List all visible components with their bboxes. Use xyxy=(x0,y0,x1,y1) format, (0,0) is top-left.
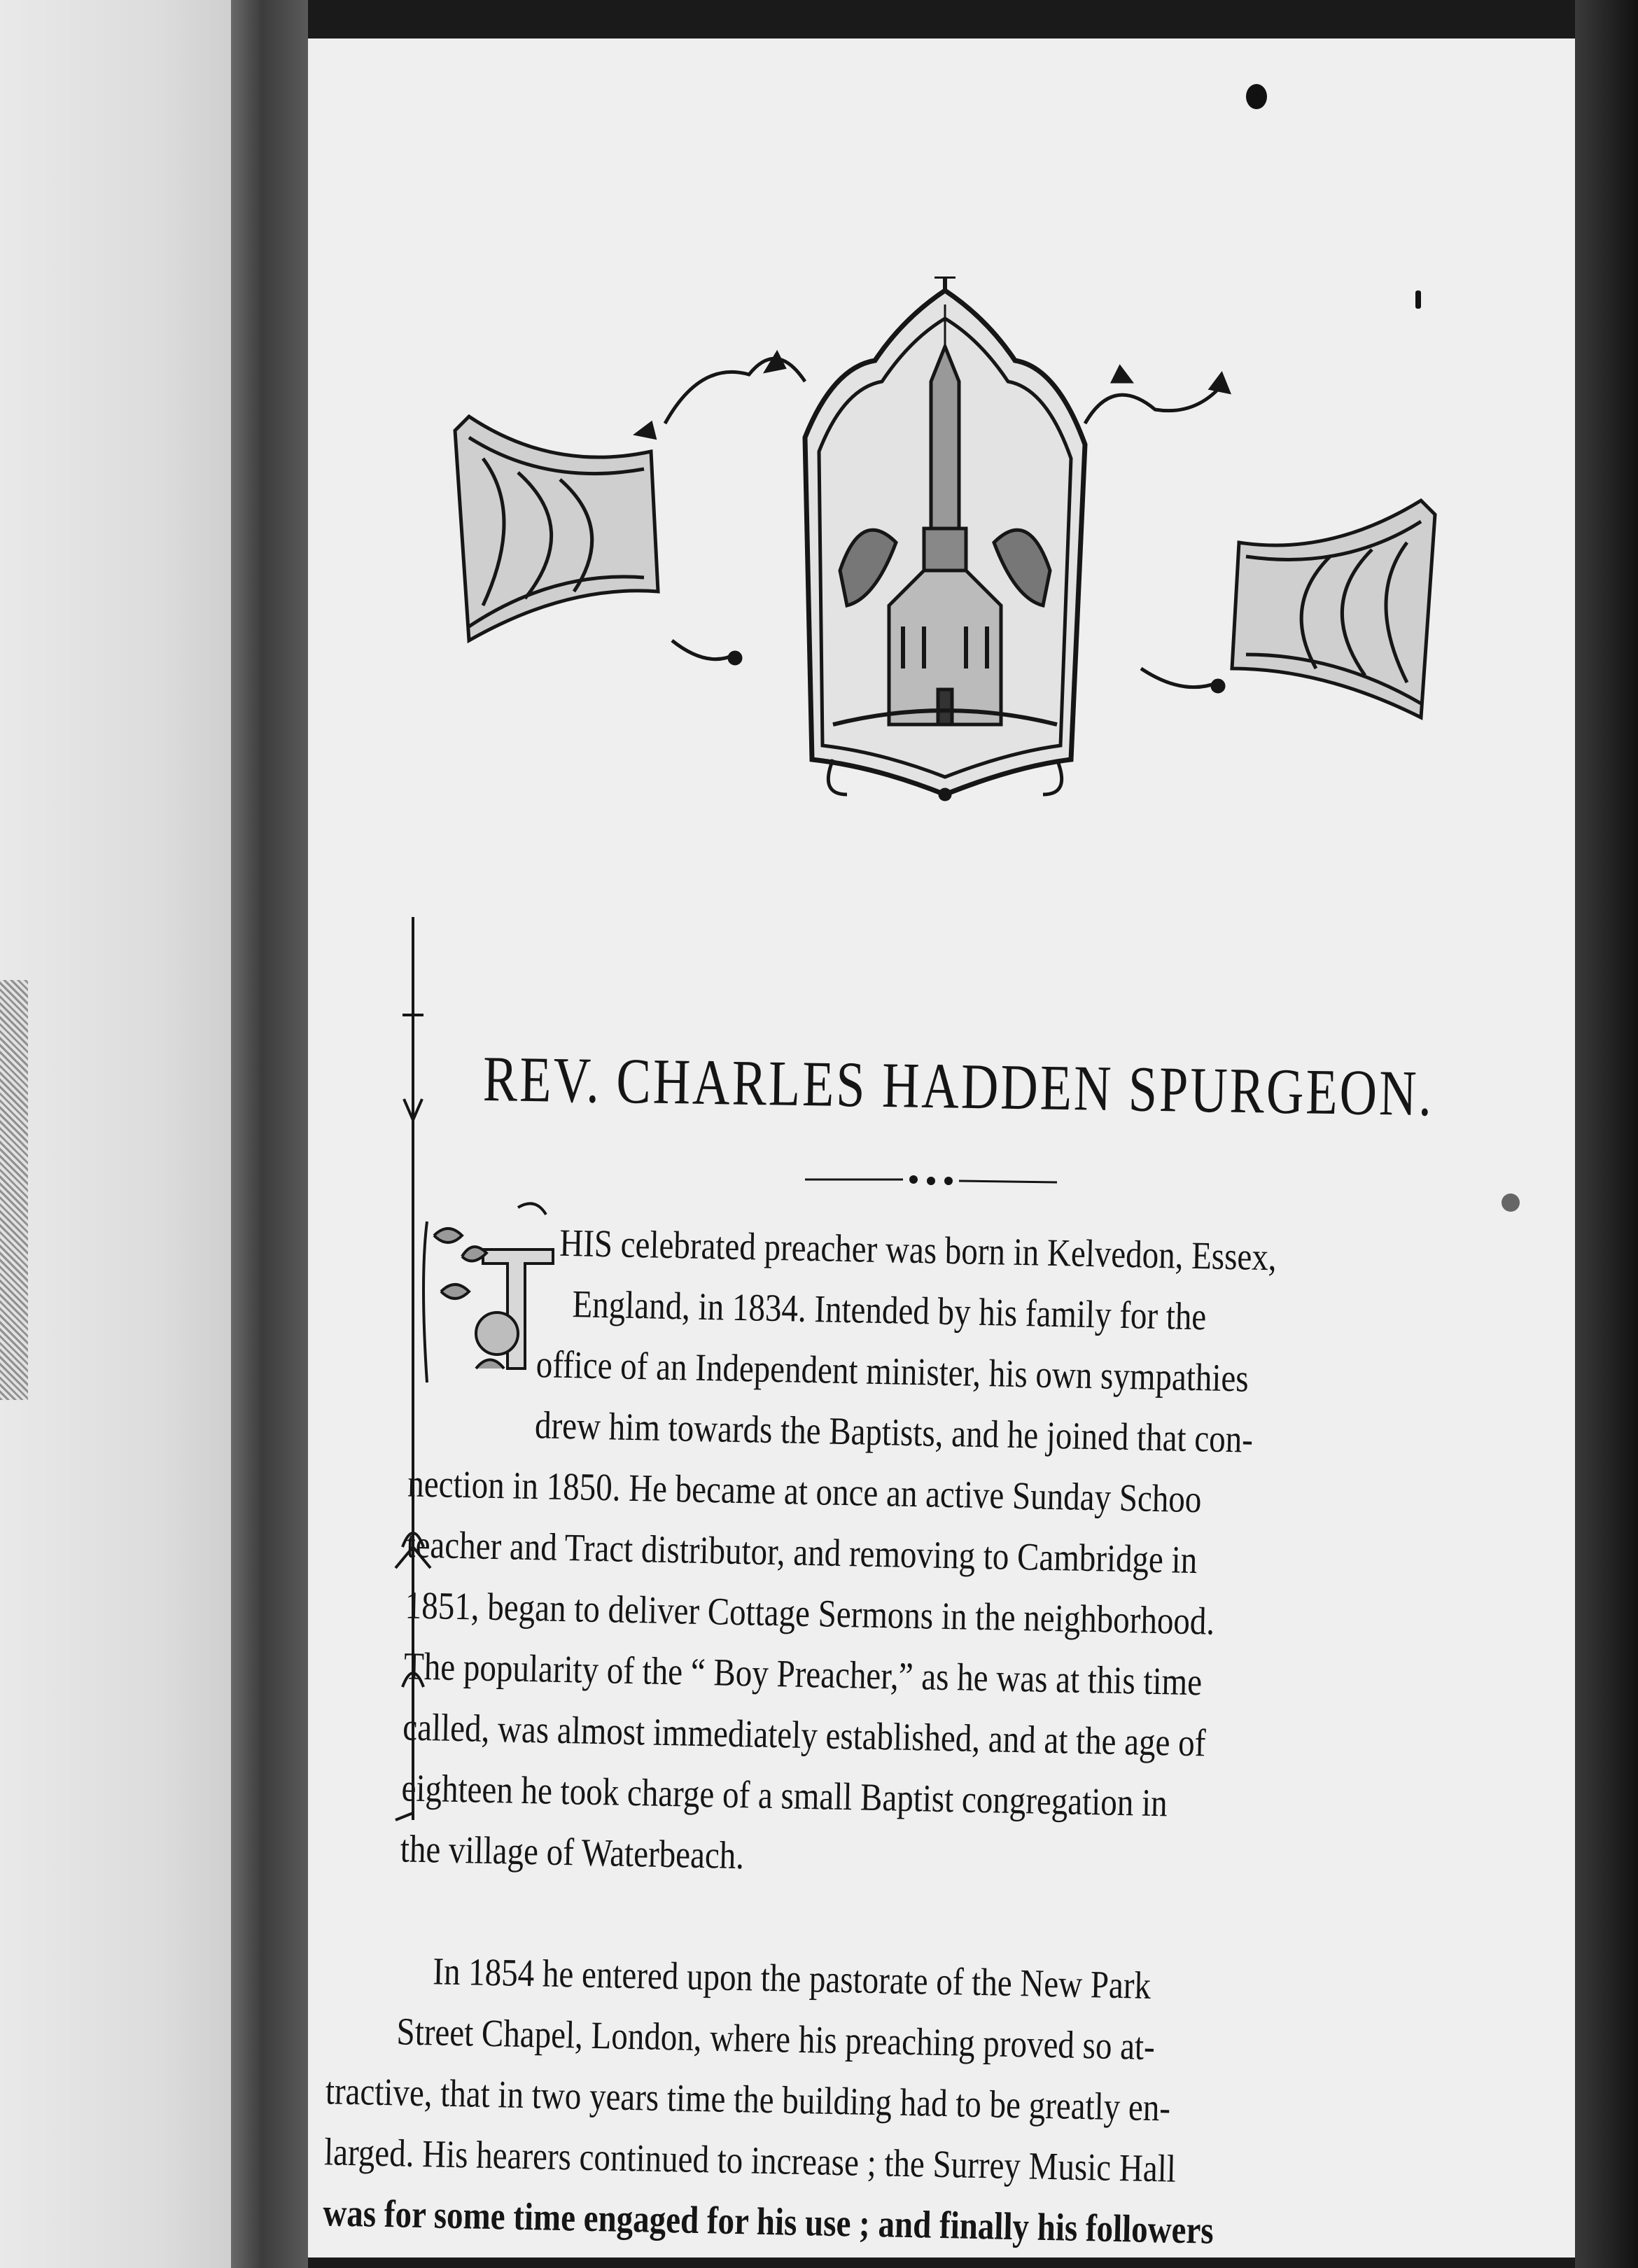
text-line: In 1854 he entered upon the pastorate of the New Park xyxy=(432,1949,1152,2008)
text-line: England, in 1834. Intended by his family for the xyxy=(571,1282,1207,1339)
facing-page xyxy=(0,0,231,2268)
text-line: HIS celebrated preacher was born in Kelvedon, Essex, xyxy=(559,1222,1278,1280)
ink-spot xyxy=(1502,1194,1520,1212)
text-line: The popularity of the “ Boy Preacher,” as he was at this time xyxy=(403,1645,1203,1704)
text-line: larged. His hearers continued to increase ; the Surrey Music Hall xyxy=(323,2130,1177,2191)
facing-page-engraving-fragment xyxy=(0,980,28,1400)
page-edge-shadow xyxy=(1575,0,1638,2268)
text-line: Street Chapel, London, where his preaching proved so at- xyxy=(396,2010,1156,2069)
text-line: tractive, that in two years time the building had to be greatly en- xyxy=(325,2069,1171,2130)
ink-spot xyxy=(1246,84,1267,109)
text-line: drew him towards the Baptists, and he joined that con- xyxy=(534,1404,1254,1462)
dotted-rule-ornament xyxy=(805,1166,1057,1194)
text-line: eighteen he took charge of a small Baptist congregation in xyxy=(401,1767,1168,1826)
text-line: office of an Independent minister, his own sympathies xyxy=(536,1343,1250,1401)
text-line: the village of Waterbeach. xyxy=(400,1828,745,1878)
text-line: nection in 1850. He became at once an active Sunday Schoo xyxy=(407,1462,1202,1522)
text-line: 1851, began to deliver Cottage Sermons in the neighborhood. xyxy=(405,1584,1215,1644)
church-spire-vignette-icon xyxy=(441,276,1449,808)
page-title: REV. CHARLES HADDEN SPURGEON. xyxy=(482,1043,1434,1130)
book-gutter xyxy=(231,0,308,2268)
text-line: was for some time engaged for his use ; and finally his followers xyxy=(322,2191,1214,2253)
text-line: called, was almost immediately established, and at the age of xyxy=(402,1706,1206,1765)
text-line: teacher and Tract distributor, and removing to Cambridge in xyxy=(406,1523,1198,1583)
